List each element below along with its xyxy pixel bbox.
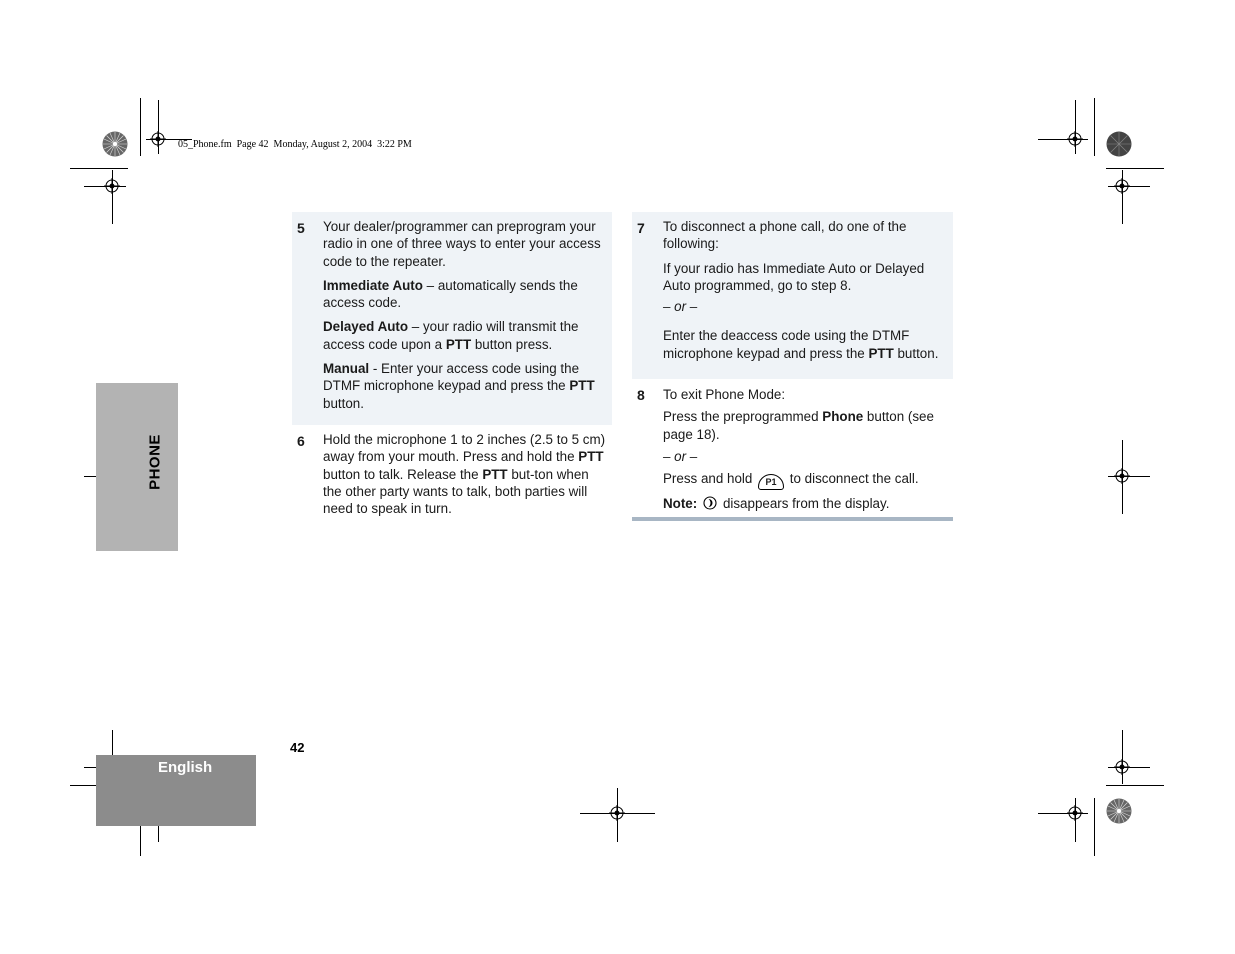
step-text-part: Enter the deaccess code using the DTMF microphone keypad and press the [663,328,910,361]
section-end-rule [632,517,953,521]
option-delayed-auto [323,318,606,353]
option-manual [323,360,606,412]
option-text: button. [323,395,364,411]
trim-line [112,170,113,224]
ptt-term: PTT [868,345,894,361]
trim-line [84,186,126,187]
step-number: 8 [637,387,645,403]
trim-line [1108,476,1150,477]
option-manual [663,327,947,362]
step-text-part: to disconnect the call. [786,471,919,487]
sunburst-registration-icon [1106,131,1132,157]
step-6-block [292,425,612,525]
sunburst-registration-icon [102,131,128,157]
step-text-part: Hold the microphone 1 to 2 inches (2.5 to 5 cm) away from your mouth. Press and hold the [323,432,606,465]
section-side-tab [96,383,178,551]
note-label: Note: [663,496,698,512]
option-text: - Enter your access code using the DTMF microphone keypad and press the [323,361,580,394]
step-number: 7 [637,220,645,236]
step-intro: To disconnect a phone call, do one of the following: [663,219,907,252]
step-8-block [632,379,953,517]
trim-line [1108,767,1150,768]
step-text-part: but-ton when the other party wants to talk, both parties will need to speak in turn. [323,466,589,517]
trim-line [1038,139,1088,140]
trim-line [1122,730,1123,784]
step-intro: Your dealer/programmer can preprogram your radio in one of three ways to enter your access code to the repeater. [323,219,601,269]
option-hold-key [663,470,947,490]
step-7-block [632,212,953,379]
ptt-term: PTT [445,336,472,352]
option-text: – automatically sends the access code. [323,277,578,311]
trim-line [1106,168,1164,169]
step-body [663,218,947,369]
or-separator: – or – [663,299,698,315]
or-separator: – or – [663,448,698,464]
trim-line [1108,186,1150,187]
trim-line [1122,170,1123,224]
option-term: Delayed Auto [323,319,409,335]
option-phone-button [663,408,947,443]
phone-term: Phone [822,409,864,425]
trim-line [1038,813,1088,814]
option-text: button press. [471,336,553,352]
step-text [323,431,606,517]
trim-line [1075,100,1076,154]
step-number: 6 [297,433,305,449]
trim-line [70,168,128,169]
trim-line [1094,798,1095,856]
phone-mode-indicator-icon [703,496,717,510]
step-body [663,386,947,519]
option-term: Immediate Auto [323,277,423,293]
language-label: English [158,759,213,776]
step-text-part: button. [893,345,939,361]
step-text-part: button (see page 18). [663,409,934,442]
trim-line [158,100,159,154]
step-body [323,431,606,524]
ptt-term: PTT [569,378,595,394]
p1-key-icon: P1 [758,474,784,490]
trim-line [1106,785,1164,786]
trim-line [617,788,618,842]
trim-line [140,98,141,156]
print-header-line: 05_Phone.fm Page 42 Monday, August 2, 2004 3:22 PM [178,139,412,150]
note-text: disappears from the display. [719,496,890,512]
trim-line [1094,98,1095,156]
section-tab-label: PHONE [146,434,164,490]
ptt-term: PTT [482,466,508,482]
step-5-block [292,212,612,425]
step-body [323,218,606,419]
page-number: 42 [290,740,305,755]
step-intro: To exit Phone Mode: [663,387,786,402]
step-text-part: Press the preprogrammed [663,409,823,425]
option-term: Manual [323,361,370,377]
option-text: – your radio will transmit the access code upon a [323,319,579,352]
note [663,495,947,512]
step-text-part: button to talk. Release the [323,466,483,482]
option-auto: If your radio has Immediate Auto or Delayed Auto programmed, go to step 8. [663,260,925,293]
option-immediate-auto [323,277,606,312]
sunburst-registration-icon [1106,798,1132,824]
ptt-term: PTT [578,449,604,465]
step-number: 5 [297,220,305,236]
trim-line [1075,798,1076,842]
step-text-part: Press and hold [663,471,757,487]
trim-line [1122,440,1123,514]
